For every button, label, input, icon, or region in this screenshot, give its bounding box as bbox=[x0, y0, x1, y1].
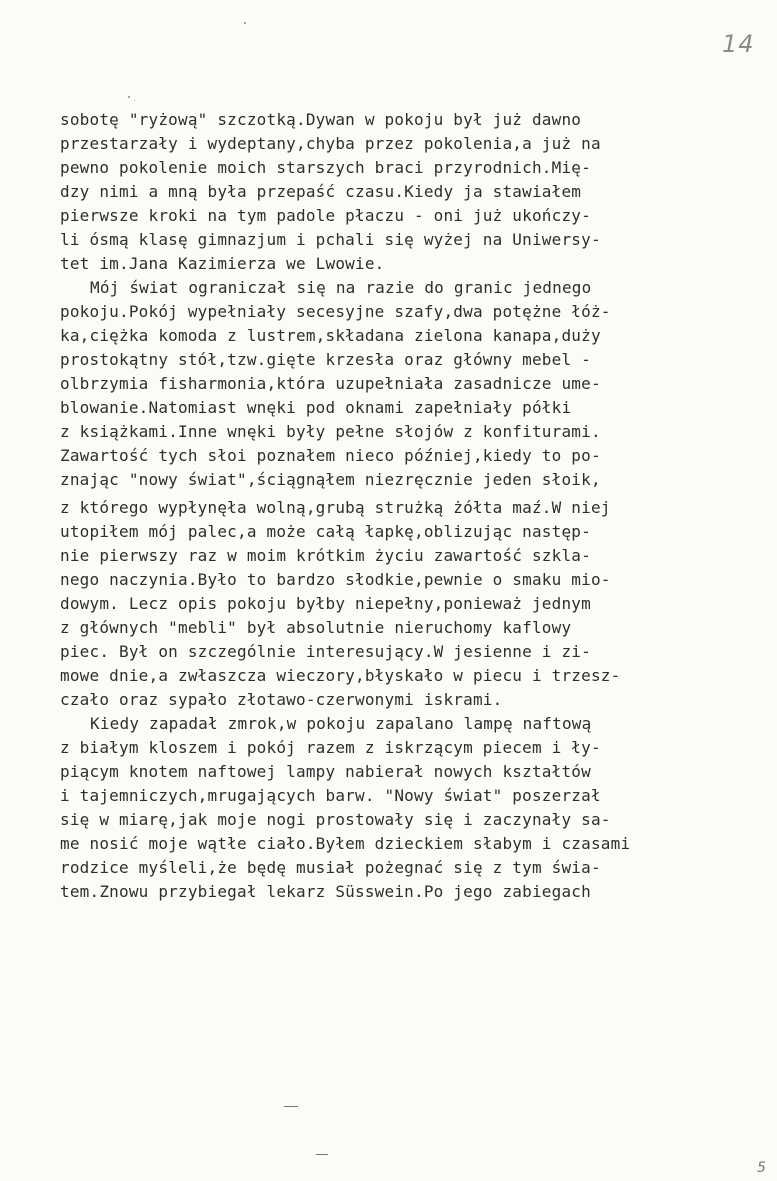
text-line: sobotę "ryżową" szczotką.Dywan w pokoju był już dawno bbox=[60, 110, 582, 129]
text-line: przestarzały i wydeptany,chyba przez pokolenia,a już na bbox=[60, 134, 601, 153]
text-line: z książkami.Inne wnęki były pełne słojów z konfiturami. bbox=[60, 422, 601, 441]
text-line: piącym knotem naftowej lampy nabierał nowych kształtów bbox=[60, 762, 591, 781]
text-line: li ósmą klasę gimnazjum i pchali się wyżej na Uniwersy- bbox=[60, 230, 601, 249]
text-line: mowe dnie,a zwłaszcza wieczory,błyskało w piecu i trzesz- bbox=[60, 666, 621, 685]
text-line: znając "nowy świat",ściągnąłem niezręcznie jeden słoik, bbox=[60, 470, 601, 489]
bottom-dash bbox=[284, 1106, 298, 1107]
ink-speck bbox=[128, 96, 130, 98]
text-line: pierwsze kroki na tym padole płaczu - oni już ukończy- bbox=[60, 206, 591, 225]
text-line: pewno pokolenie moich starszych braci przyrodnich.Mię- bbox=[60, 158, 591, 177]
text-line: tem.Znowu przybiegał lekarz Süsswein.Po jego zabiegach bbox=[60, 882, 591, 901]
text-line: piec. Był on szczególnie interesujący.W jesienne i zi- bbox=[60, 642, 591, 661]
text-line: Kiedy zapadał zmrok,w pokoju zapalano lampę naftową bbox=[90, 714, 592, 733]
text-line: z którego wypłynęła wolną,grubą strużką żółta maź.W niej bbox=[60, 498, 611, 517]
text-line: Zawartość tych słoi poznałem nieco później,kiedy to po- bbox=[60, 446, 601, 465]
text-line: utopiłem mój palec,a może całą łapkę,oblizując następ- bbox=[60, 522, 591, 541]
ink-speck bbox=[244, 22, 246, 24]
text-line: blowanie.Natomiast wnęki pod oknami zapełniały półki bbox=[60, 398, 572, 417]
text-line: z białym kloszem i pokój razem z iskrzącym piecem i ły- bbox=[60, 738, 601, 757]
text-line: prostokątny stół,tzw.gięte krzesła oraz główny mebel - bbox=[60, 350, 591, 369]
text-line: dzy nimi a mną była przepaść czasu.Kiedy ja stawiałem bbox=[60, 182, 582, 201]
text-line: się w miarę,jak moje nogi prostowały się i zaczynały sa- bbox=[60, 810, 611, 829]
bottom-dash bbox=[316, 1154, 328, 1155]
text-line: z głównych "mebli" był absolutnie nieruchomy kaflowy bbox=[60, 618, 572, 637]
text-line: dowym. Lecz opis pokoju byłby niepełny,ponieważ jednym bbox=[60, 594, 591, 613]
text-line: i tajemniczych,mrugających barw. "Nowy świat" poszerzał bbox=[60, 786, 601, 805]
text-line: nie pierwszy raz w moim krótkim życiu zawartość szkla- bbox=[60, 546, 591, 565]
text-line: pokoju.Pokój wypełniały secesyjne szafy,dwa potężne łóż- bbox=[60, 302, 611, 321]
text-line: nego naczynia.Było to bardzo słodkie,pewnie o smaku mio- bbox=[60, 570, 611, 589]
ink-speck bbox=[134, 100, 135, 101]
text-line: ka,ciężka komoda z lustrem,składana zielona kanapa,duży bbox=[60, 326, 601, 345]
page-number: 14 bbox=[722, 30, 755, 58]
text-line: olbrzymia fisharmonia,która uzupełniała zasadnicze ume- bbox=[60, 374, 601, 393]
text-line: Mój świat ograniczał się na razie do granic jednego bbox=[90, 278, 592, 297]
text-line: me nosić moje wątłe ciało.Byłem dzieckiem słabym i czasami bbox=[60, 834, 631, 853]
corner-mark: 5 bbox=[757, 1160, 766, 1176]
text-line: czało oraz sypało złotawo-czerwonymi iskrami. bbox=[60, 690, 503, 709]
typed-text bbox=[60, 108, 740, 904]
text-line: rodzice myśleli,że będę musiał pożegnać się z tym świa- bbox=[60, 858, 601, 877]
text-line: tet im.Jana Kazimierza we Lwowie. bbox=[60, 254, 385, 273]
